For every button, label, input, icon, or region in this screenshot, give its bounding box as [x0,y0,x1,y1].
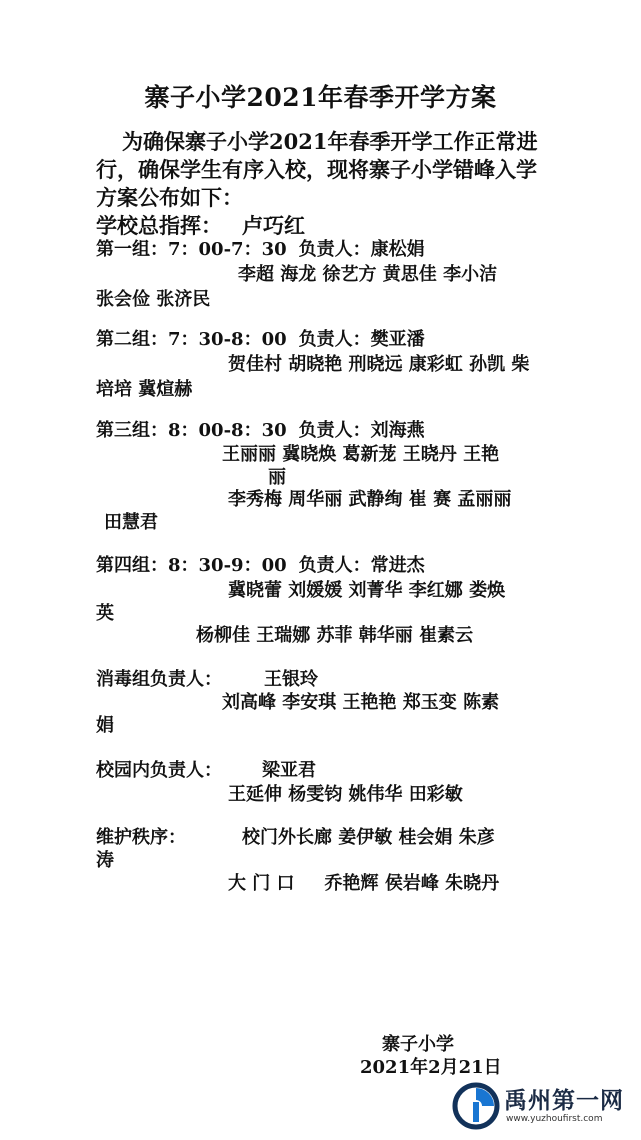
disinfection-label: 消毒组负责人： [96,669,222,690]
signature-school: 寨子小学 [382,1034,454,1055]
signature-date: 2021年2月21日 [360,1057,502,1078]
group3-header [96,420,425,442]
group2-time: 第二组：7：30-8：00 [96,329,287,350]
group1-time: 第一组：7：00-7：30 [96,239,287,260]
disinfection-members-line2: 娟 [96,715,114,736]
group2-members-line2: 培培 冀煊赫 [96,379,193,400]
commander-label: 学校总指挥： [96,213,222,238]
commander-name: 卢巧红 [242,213,305,238]
order-corridor-line2: 涛 [96,850,114,871]
group2-header [96,329,425,351]
group4-members-line1: 冀晓蕾 刘媛媛 刘菁华 李红娜 娄焕 [228,580,506,601]
group4-members-line3: 杨柳佳 王瑞娜 苏菲 韩华丽 崔素云 [196,625,474,646]
watermark-url: www.yuzhoufirst.com [506,1114,603,1124]
order-gate [228,873,499,895]
disinfection-leader: 王银玲 [264,669,318,690]
site-logo-icon [452,1082,500,1130]
group3-leader: 负责人：刘海燕 [298,420,425,441]
school-commander [96,210,305,240]
group4-leader: 负责人：常进杰 [298,555,425,576]
group3-time: 第三组：8：00-8：30 [96,420,287,441]
order-corridor-line1: 校门外长廊 姜伊敏 桂会娟 朱彦 [242,827,495,848]
group2-leader: 负责人：樊亚潘 [298,329,425,350]
disinfection-header [96,669,318,691]
intro-paragraph: 为确保寨子小学2021年春季开学工作正常进行，确保学生有序入校，现将寨子小学错峰入学方案公布如下： [96,129,538,210]
campus-leader: 梁亚君 [262,760,316,781]
site-watermark [444,1076,634,1134]
group4-time: 第四组：8：30-9：00 [96,555,287,576]
watermark-name: 禹州第一网 [504,1088,624,1114]
group1-leader: 负责人：康松娟 [298,239,425,260]
group2-members-line1: 贺佳村 胡晓艳 刑晓远 康彩虹 孙凯 柴 [228,354,530,375]
campus-header [96,760,316,782]
group1-members-line2: 张会俭 张济民 [96,289,211,310]
group1-members-line1: 李超 海龙 徐艺方 黄思佳 李小洁 [238,264,498,285]
disinfection-members-line1: 刘高峰 李安琪 王艳艳 郑玉变 陈素 [222,692,500,713]
group3-members-line1: 王丽丽 冀晓焕 葛新茏 王晓丹 王艳 [222,444,500,465]
group4-header [96,555,425,577]
group3-members-line4: 田慧君 [104,512,158,533]
gate-members: 乔艳辉 侯岩峰 朱晓丹 [324,873,500,894]
campus-members-line1: 王延伸 杨雯钧 姚伟华 田彩敏 [228,784,463,805]
document-title: 寨子小学2021年春季开学方案 [144,83,497,112]
group4-members-line2: 英 [96,603,114,624]
group3-members-line3: 李秀梅 周华丽 武静绚 崔 赛 孟丽丽 [228,489,512,510]
gate-label: 大 门 口 [228,873,295,894]
group3-members-line2: 丽 [268,467,286,488]
group1-header [96,239,425,261]
order-label: 维护秩序： [96,827,186,848]
campus-label: 校园内负责人： [96,760,222,781]
